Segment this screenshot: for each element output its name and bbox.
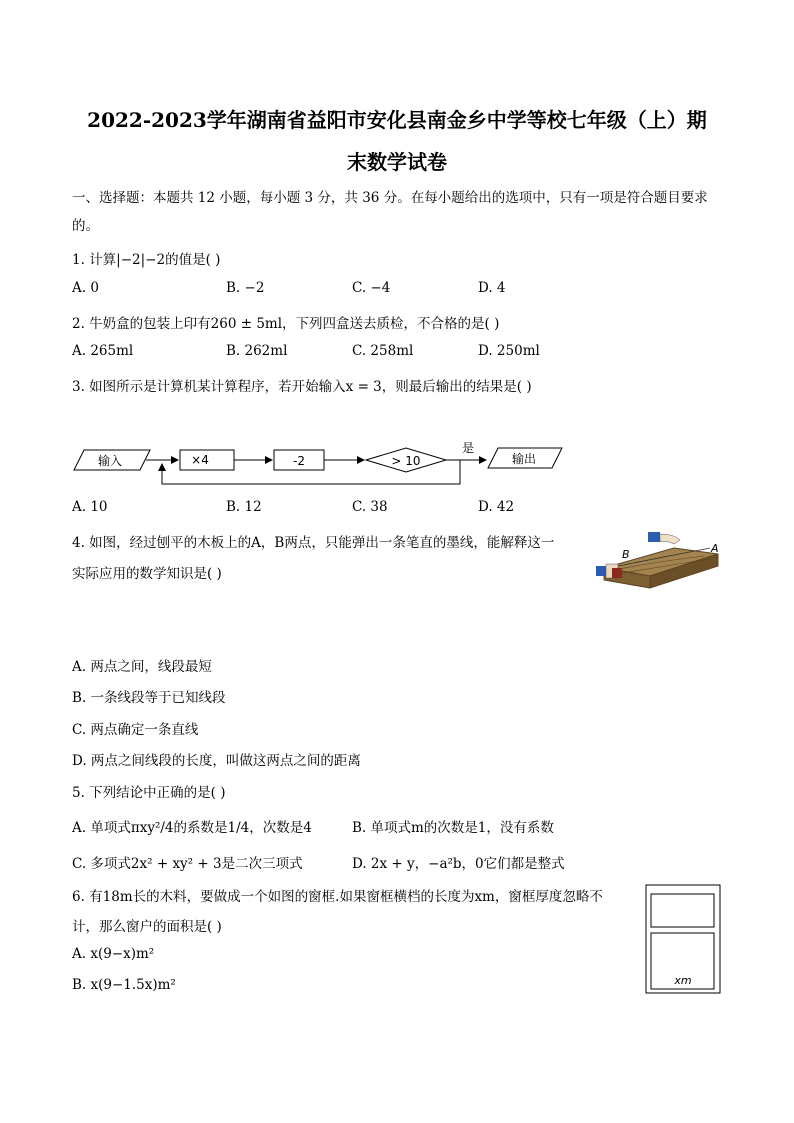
point-a-label: A: [711, 542, 719, 555]
q2-option-b: B. 262ml: [226, 343, 288, 359]
q4-option-d: D. 两点之间线段的长度，叫做这两点之间的距离: [72, 753, 361, 769]
q5-option-d: D. 2x + y，−a²b，0它们都是整式: [352, 856, 565, 872]
q6-stem-cont: 计，那么窗户的面积是( ): [72, 919, 222, 935]
q4-wood-board-illustration: [594, 528, 724, 592]
q1-option-b: B. −2: [226, 280, 265, 296]
left-hand-icon: [596, 566, 606, 576]
right-hand-icon: [648, 532, 660, 542]
q5-option-c: C. 多项式2x² + xy² + 3是二次三项式: [72, 856, 303, 872]
q3-option-a: A. 10: [72, 499, 108, 515]
q3-option-d: D. 42: [478, 499, 515, 515]
q5-stem: 5. 下列结论中正确的是( ): [72, 785, 226, 801]
q5-option-b: B. 单项式m的次数是1，没有系数: [352, 820, 554, 836]
title-line-2: 末数学试卷: [347, 150, 447, 174]
q1-option-a: A. 0: [72, 280, 99, 296]
q4-option-b: B. 一条线段等于已知线段: [72, 690, 226, 706]
window-width-label: xm: [674, 974, 692, 987]
q6-stem: 6. 有18m长的木料，要做成一个如图的窗框.如果窗框横档的长度为xm，窗框厚度忽略不: [72, 889, 603, 905]
q6-option-b: B. x(9−1.5x)m²: [72, 977, 176, 993]
section-instructions: 一、选择题：本题共 12 小题，每小题 3 分，共 36 分。在每小题给出的选项中，只有一项是符合题目要求: [72, 190, 708, 206]
q3-stem: 3. 如图所示是计算机某计算程序，若开始输入x = 3，则最后输出的结果是( ): [72, 379, 532, 395]
point-b-label: B: [622, 548, 630, 561]
flow-compare-label: > 10: [391, 454, 421, 468]
flow-output-label: 输出: [511, 452, 537, 466]
q1-stem: 1. 计算|−2|−2的值是( ): [72, 252, 221, 268]
q4-stem: 4. 如图，经过刨平的木板上的A，B两点，只能弹出一条笔直的墨线，能解释这一: [72, 535, 555, 551]
flow-input-label: 输入: [97, 454, 123, 468]
flow-multiply-label: ×4: [191, 453, 209, 467]
q2-option-c: C. 258ml: [352, 343, 414, 359]
q1-option-d: D. 4: [478, 280, 506, 296]
q4-stem-cont: 实际应用的数学知识是( ): [72, 566, 222, 582]
q3-option-c: C. 38: [352, 499, 388, 515]
section-instructions-cont: 的。: [72, 218, 99, 234]
q6-option-a: A. x(9−x)m²: [72, 946, 155, 962]
flow-subtract-label: -2: [293, 454, 305, 468]
q2-option-a: A. 265ml: [72, 343, 134, 359]
q1-option-c: C. −4: [352, 280, 391, 296]
q6-window-frame-diagram: [645, 884, 721, 994]
q4-option-a: A. 两点之间，线段最短: [72, 659, 212, 675]
title-line-1: 2022-2023学年湖南省益阳市安化县南金乡中学等校七年级（上）期: [87, 108, 707, 132]
q2-stem: 2. 牛奶盒的包装上印有260 ± 5ml，下列四盒送去质检，不合格的是( ): [72, 316, 500, 332]
flow-yes-label: 是: [461, 441, 475, 455]
q3-flowchart: [70, 436, 570, 492]
window-upper-pane: [651, 894, 714, 927]
q4-option-c: C. 两点确定一条直线: [72, 722, 199, 738]
q2-option-d: D. 250ml: [478, 343, 540, 359]
q5-option-a: A. 单项式πxy²/4的系数是1/4，次数是4: [72, 820, 312, 836]
q3-option-b: B. 12: [226, 499, 262, 515]
